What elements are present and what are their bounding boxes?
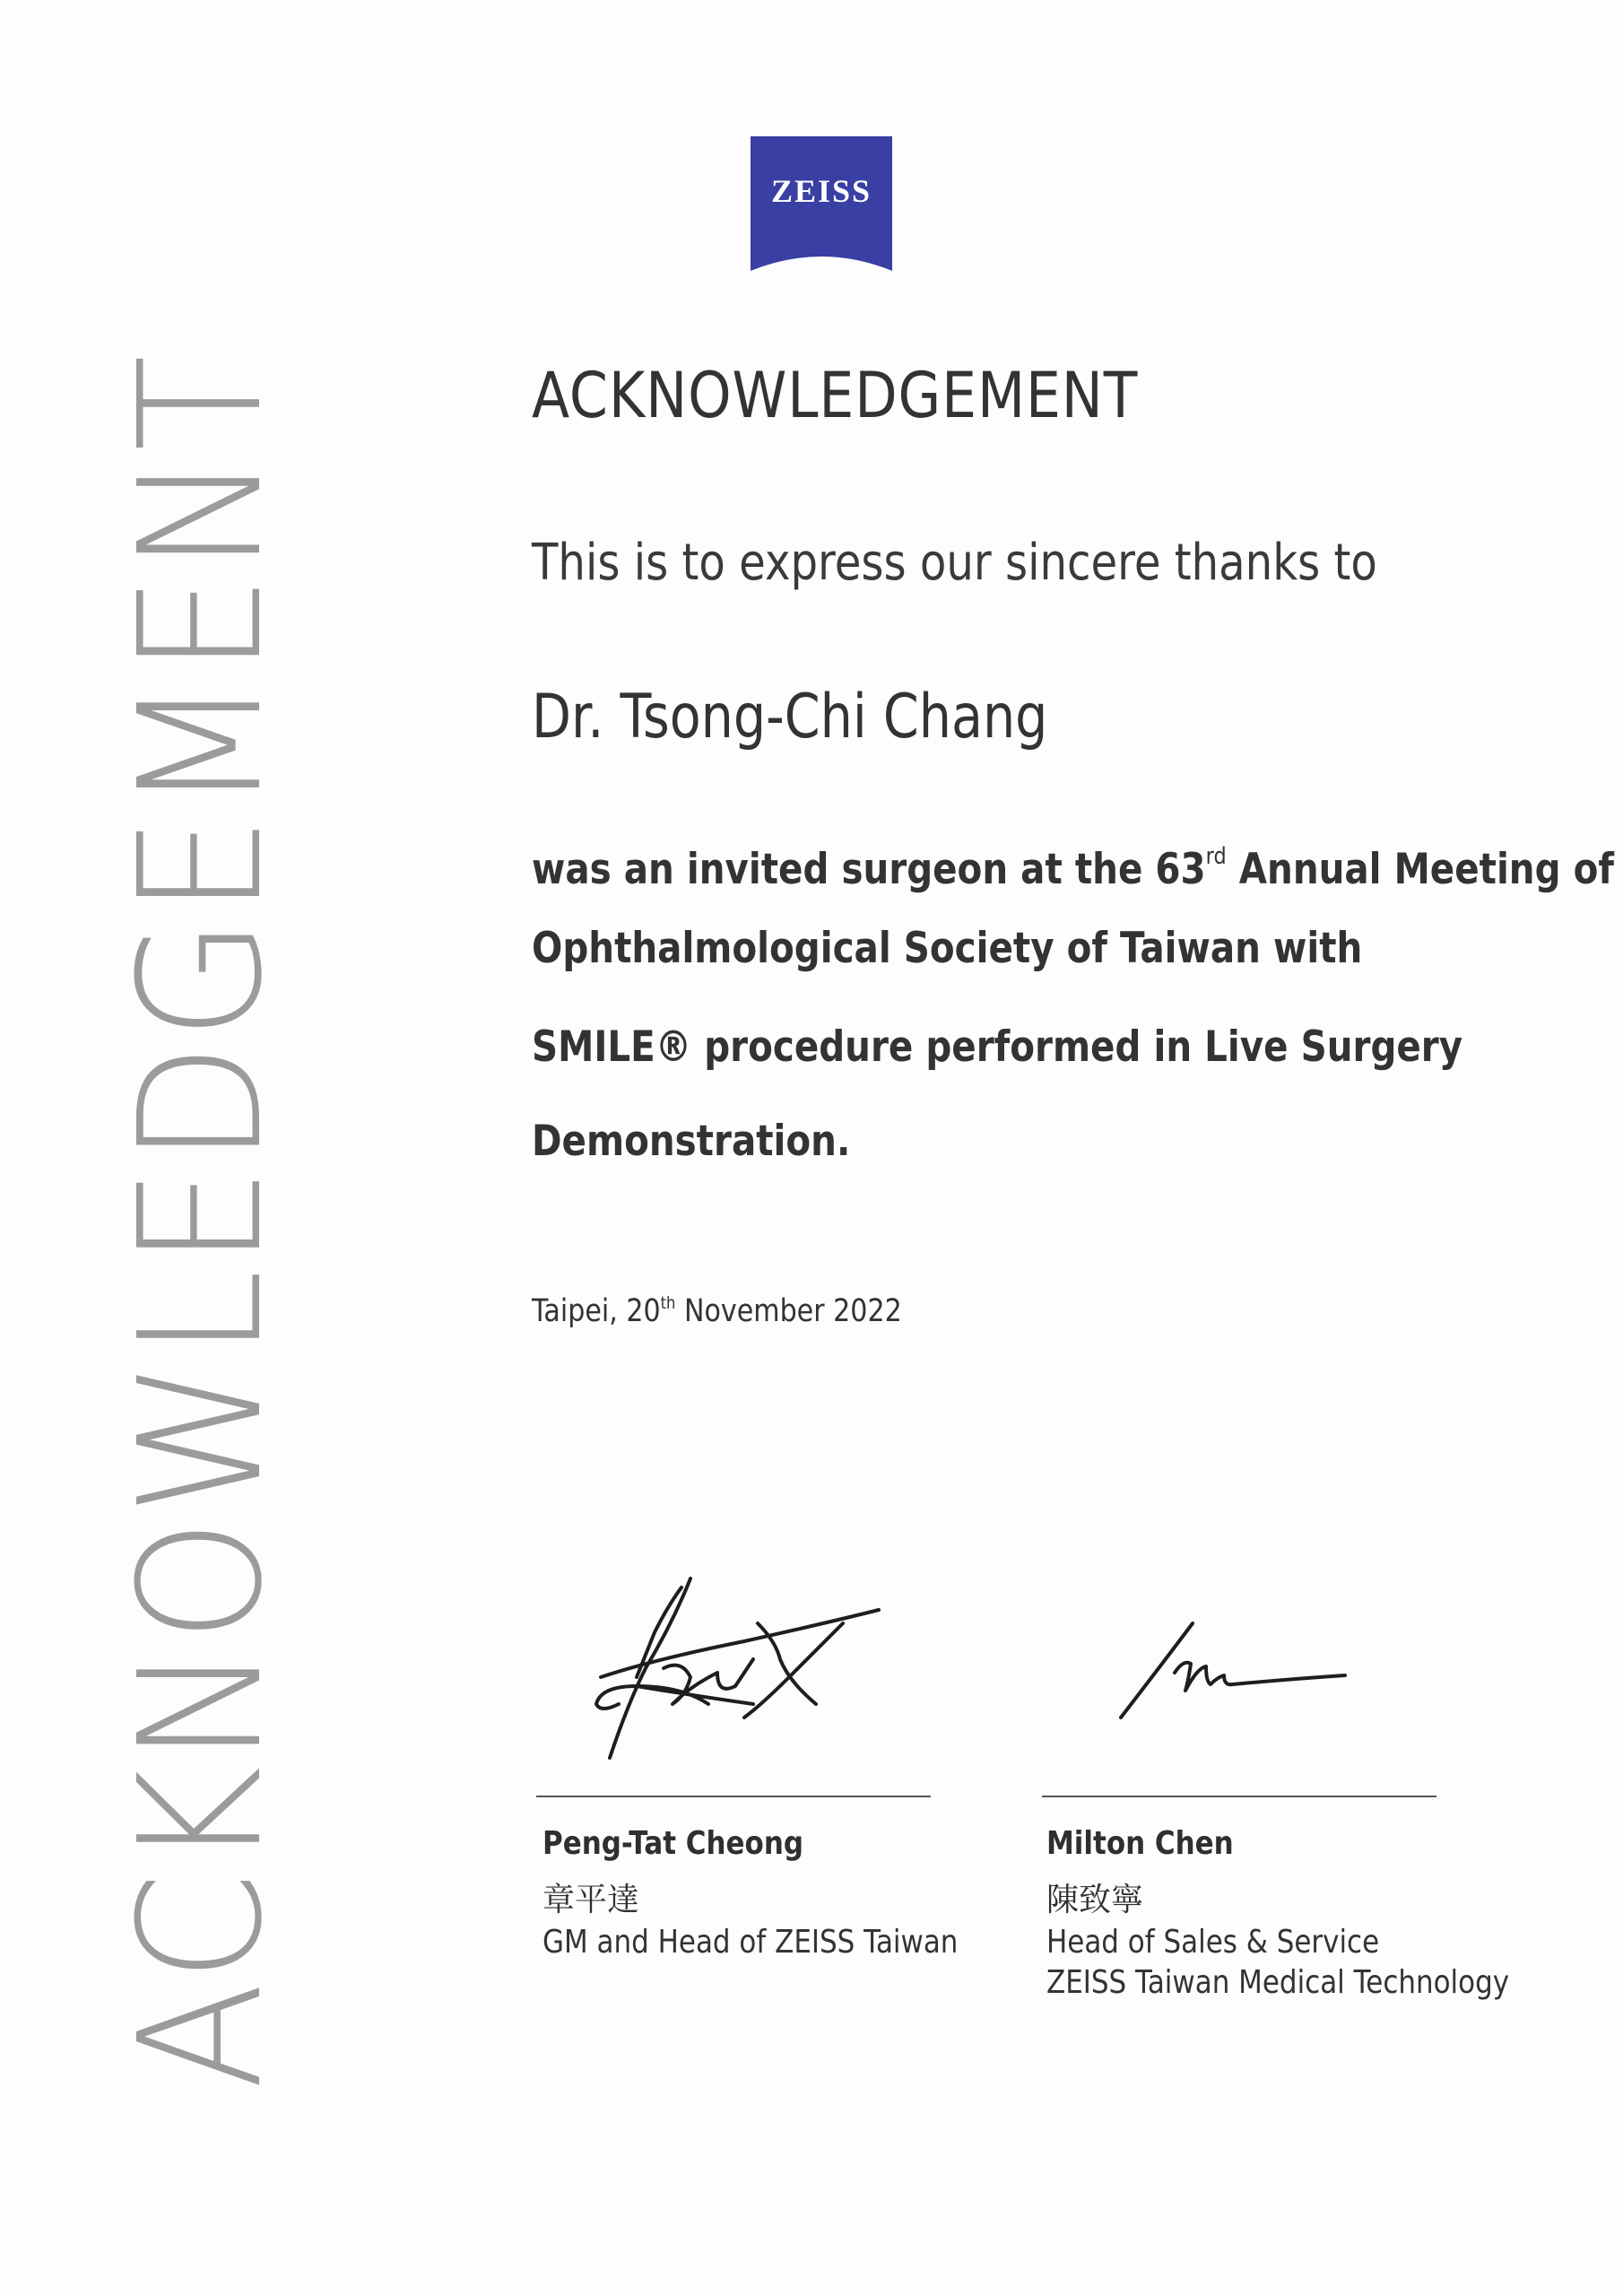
date-line: Taipei, 20th November 2022 xyxy=(532,1293,902,1329)
signer-2-title-line-2: ZEISS Taiwan Medical Technology xyxy=(1046,1964,1510,2001)
logo-text: ZEISS xyxy=(770,173,872,209)
signer-1-name-cjk: 章平達 xyxy=(542,1882,640,1918)
page-title: ACKNOWLEDGEMENT xyxy=(532,359,1139,432)
signature-line-1 xyxy=(536,1796,931,1797)
signer-2-name: Milton Chen xyxy=(1046,1825,1234,1862)
signer-1-title: GM and Head of ZEISS Taiwan xyxy=(542,1924,959,1961)
side-title: ACKNOWLEDGEMENT xyxy=(103,352,299,2090)
signer-1-name: Peng-Tat Cheong xyxy=(542,1825,804,1862)
body-line-4: Demonstration. xyxy=(532,1117,851,1166)
body-line-1: was an invited surgeon at the 63rd Annual Meeting of xyxy=(532,843,1614,894)
intro-text: This is to express our sincere thanks to xyxy=(532,534,1377,592)
signer-2-name-cjk: 陳致寧 xyxy=(1046,1882,1144,1918)
signature-2 xyxy=(1112,1614,1354,1740)
signature-line-2 xyxy=(1042,1796,1436,1797)
zeiss-logo xyxy=(751,136,892,278)
body-line-3: SMILE® procedure performed in Live Surgery xyxy=(532,1022,1463,1072)
signer-2-title-line-1: Head of Sales & Service xyxy=(1046,1924,1380,1961)
recipient-name: Dr. Tsong-Chi Chang xyxy=(532,682,1048,752)
signature-1 xyxy=(583,1570,897,1767)
body-line-2: Ophthalmological Society of Taiwan with xyxy=(532,924,1363,973)
